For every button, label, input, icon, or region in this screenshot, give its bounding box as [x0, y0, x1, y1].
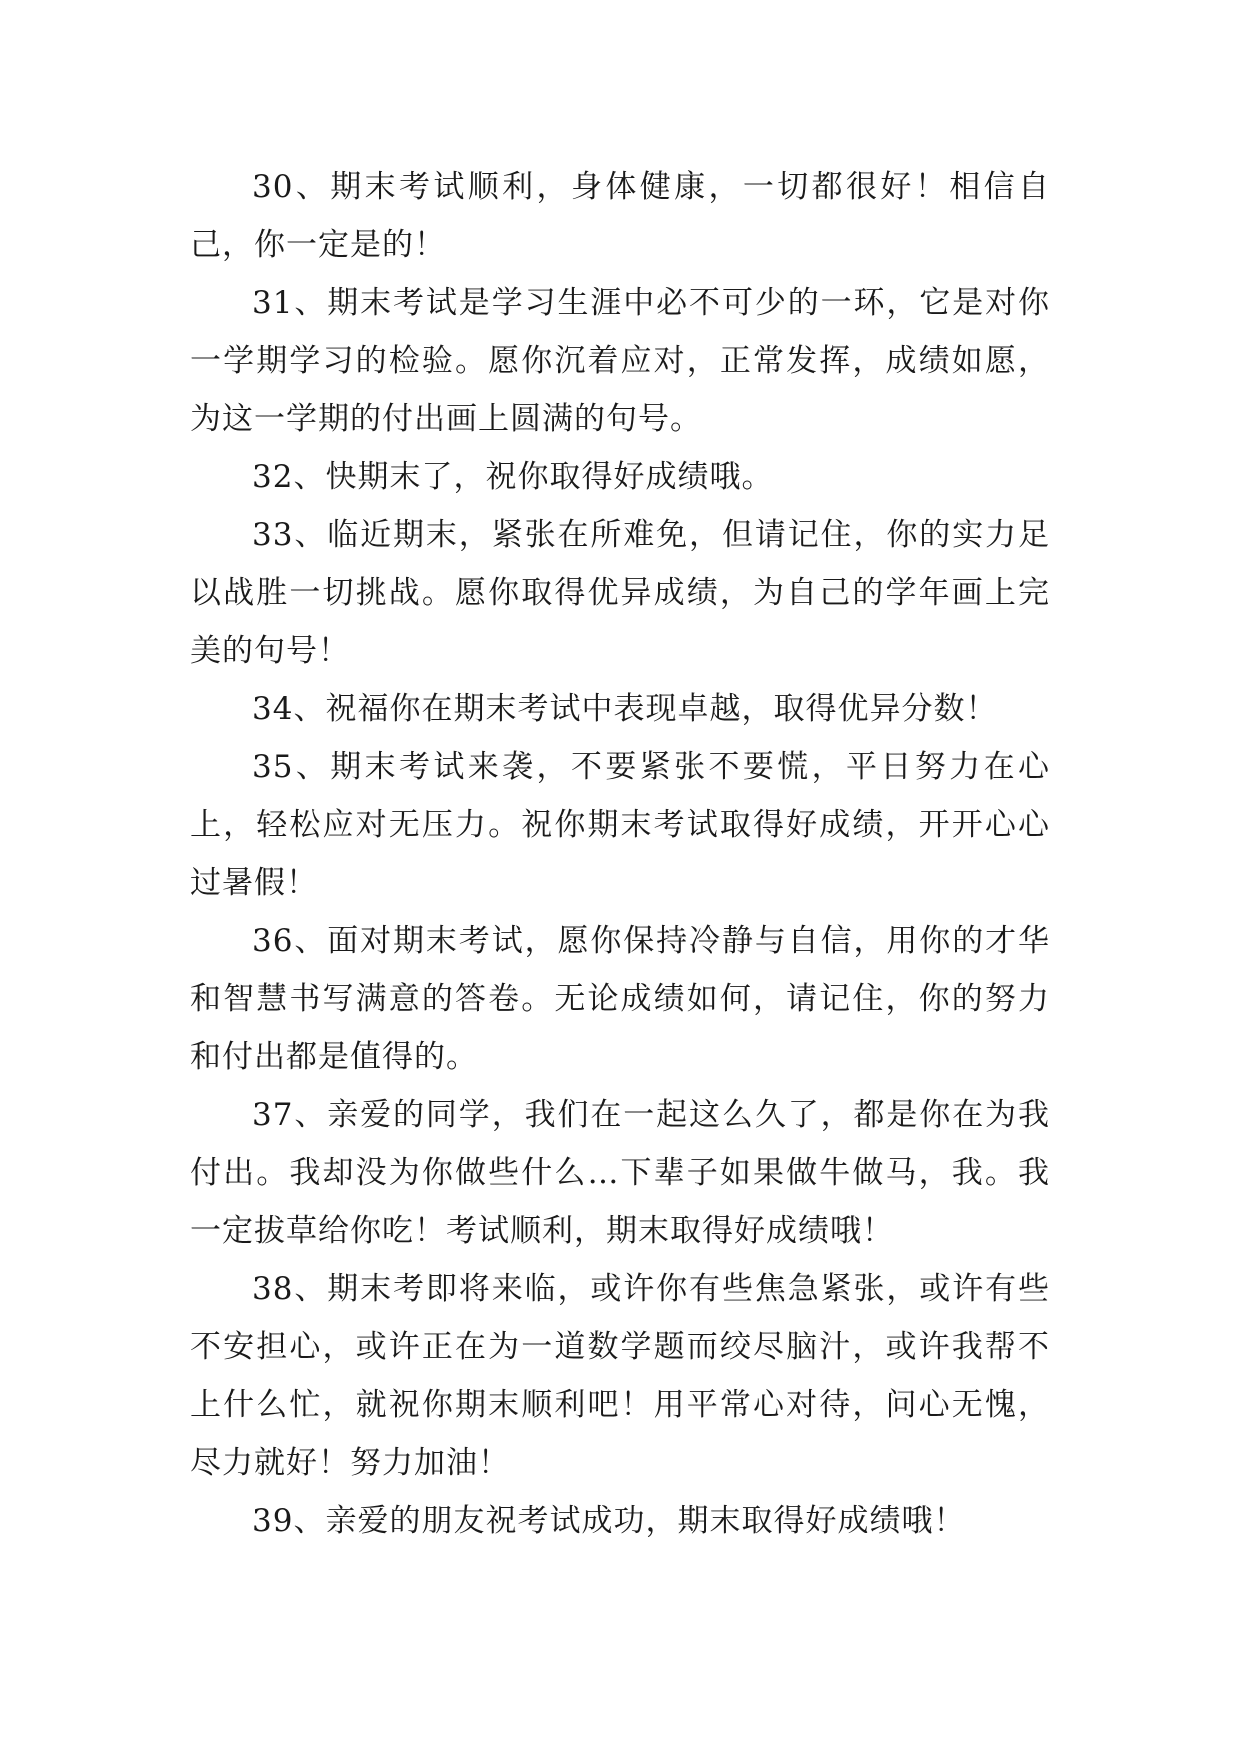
paragraph-36: 36、面对期末考试，愿你保持冷静与自信，用你的才华和智慧书写满意的答卷。无论成绩如何，请记住，你的努力和付出都是值得的。	[190, 923, 1050, 1075]
paragraph-31: 31、期末考试是学习生涯中必不可少的一环，它是对你一学期学习的检验。愿你沉着应对，正常发挥，成绩如愿，为这一学期的付出画上圆满的句号。	[190, 285, 1050, 437]
paragraph-35: 35、期末考试来袭，不要紧张不要慌，平日努力在心上，轻松应对无压力。祝你期末考试取得好成绩，开开心心过暑假！	[190, 749, 1050, 901]
paragraph-38: 38、期末考即将来临，或许你有些焦急紧张，或许有些不安担心，或许正在为一道数学题而绞尽脑汁，或许我帮不上什么忙，就祝你期末顺利吧！用平常心对待，问心无愧，尽力就好！努力加油！	[190, 1271, 1050, 1481]
paragraph-37: 37、亲爱的同学，我们在一起这么久了，都是你在为我付出。我却没为你做些什么…下辈子如果做牛做马，我。我一定拔草给你吃！考试顺利，期末取得好成绩哦！	[190, 1097, 1050, 1249]
document-body	[190, 158, 1050, 1550]
paragraph-32: 32、快期末了，祝你取得好成绩哦。	[252, 459, 774, 495]
paragraph-39: 39、亲爱的朋友祝考试成功，期末取得好成绩哦！	[252, 1503, 966, 1539]
paragraph-34: 34、祝福你在期末考试中表现卓越，取得优异分数！	[252, 691, 998, 727]
paragraph-33: 33、临近期末，紧张在所难免，但请记住，你的实力足以战胜一切挑战。愿你取得优异成绩，为自己的学年画上完美的句号！	[190, 517, 1050, 669]
paragraph-30: 30、期末考试顺利，身体健康，一切都很好！相信自己，你一定是的！	[190, 169, 1050, 263]
